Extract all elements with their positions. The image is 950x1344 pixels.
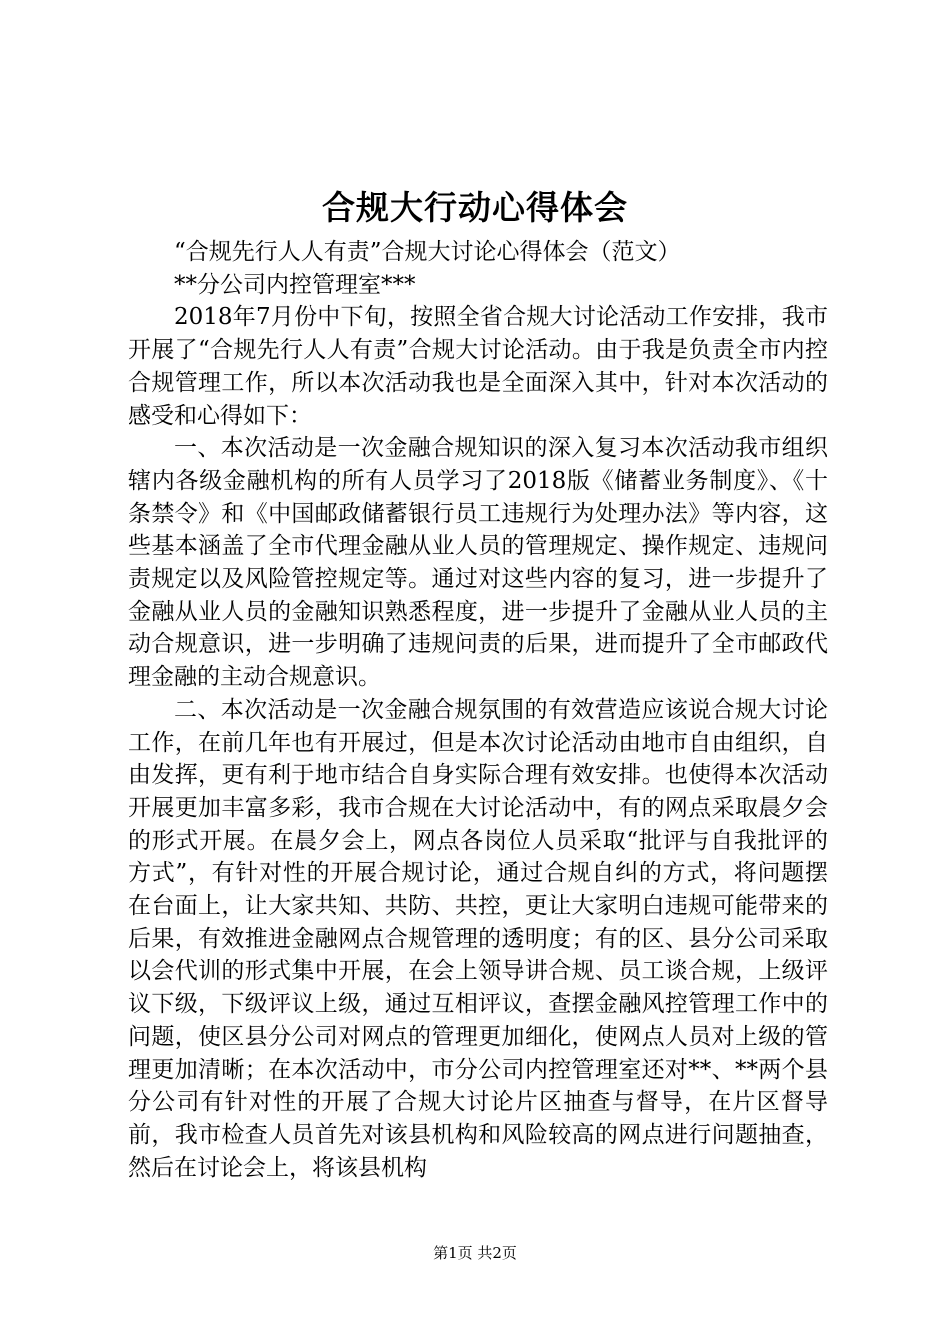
- paragraph-section-two: 二、本次活动是一次金融合规氛围的有效营造应该说合规大讨论工作，在前几年也有开展过，但是本次讨论活动由地市自由组织，自由发挥，更有利于地市结合自身实际合理有效安排。也使得本次活动开展更加丰富多彩，我市合规在大讨论活动中，有的网点采取晨夕会的形式开展。在晨夕会上，网点各岗位人员采取“批评与自我批评的方式”，有针对性的开展合规讨论，通过合规自纠的方式，将问题摆在台面上，让大家共知、共防、共控，更让大家明白违规可能带来的后果，有效推进金融网点合规管理的透明度；有的区、县分公司采取以会代训的形式集中开展，在会上领导讲合规、员工谈合规，上级评议下级，下级评议上级，通过互相评议，查摆金融风控管理工作中的问题，使区县分公司对网点的管理更加细化，使网点人员对上级的管理更加清晰；在本次活动中，市分公司内控管理室还对**、**两个县分公司有针对性的开展了合规大讨论片区抽查与督导，在片区督导前，我市检查人员首先对该县机构和风险较高的网点进行问题抽查，然后在讨论会上，将该县机构: [128, 696, 828, 1181]
- document-title: 合规大行动心得体会: [322, 188, 628, 227]
- subtitle-line: “合规先行人人有责”合规大讨论心得体会（范文）: [174, 239, 681, 265]
- paragraph-intro: 2018年7月份中下旬，按照全省合规大讨论活动工作安排，我市开展了“合规先行人人有责”合规大讨论活动。由于我是负责全市内控合规管理工作，所以本次活动我也是全面深入其中，针对本次活动的感受和心得如下：: [128, 304, 828, 429]
- paragraph-section-one: 一、本次活动是一次金融合规知识的深入复习本次活动我市组织辖内各级金融机构的所有人员学习了2018版《储蓄业务制度》、《十条禁令》和《中国邮政储蓄银行员工违规行为处理办法》等内容，这些基本涵盖了全市代理金融从业人员的管理规定、操作规定、违规问责规定以及风险管控规定等。通过对这些内容的复习，进一步提升了金融从业人员的金融知识熟悉程度，进一步提升了金融从业人员的主动合规意识，进一步明确了违规问责的后果，进而提升了全市邮政代理金融的主动合规意识。: [128, 435, 828, 691]
- document-body: [128, 236, 828, 1184]
- page-footer: 第1页 共2页: [433, 1244, 517, 1262]
- author-line: **分公司内控管理室***: [174, 271, 416, 298]
